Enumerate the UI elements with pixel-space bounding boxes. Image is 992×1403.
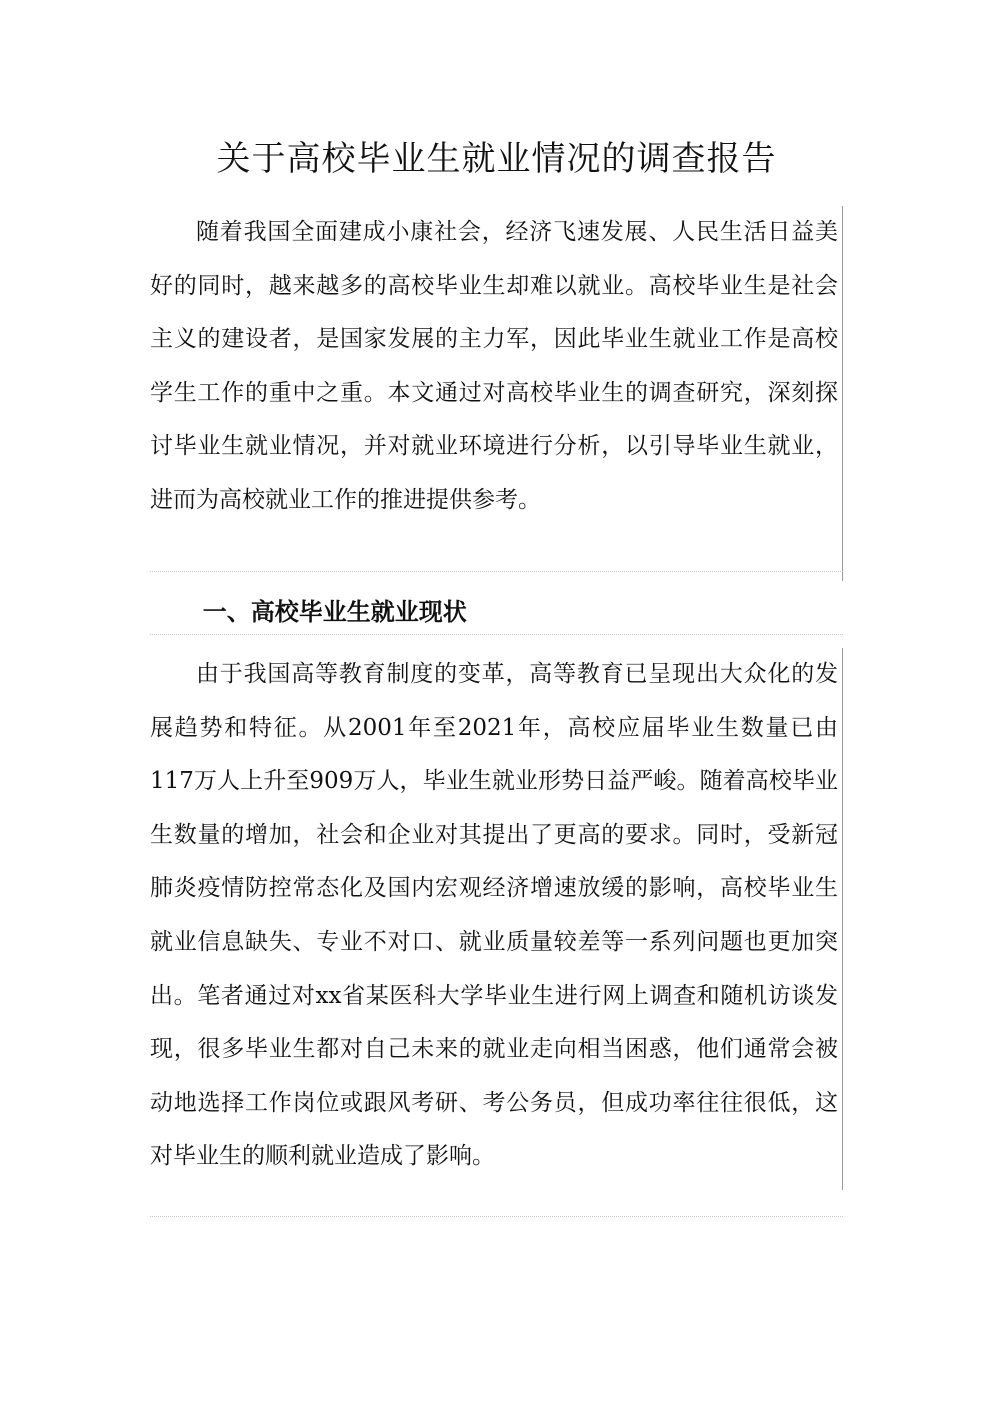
paragraph-divider bbox=[150, 634, 843, 635]
section-paragraph: 由于我国高等教育制度的变革，高等教育已呈现出大众化的发展趋势和特征。从2001年至2021年，高校应届毕业生数量已由117万人上升至909万人，毕业生就业形势日益严峻。随着高校毕业生数量的增加，社会和企业对其提出了更高的要求。同时，受新冠肺炎疫情防控常态化及国内宏观经济增速放缓的影响，高校毕业生就业信息缺失、专业不对口、就业质量较差等一系列问题也更加突出。笔者通过对xx省某医科大学毕业生进行网上调查和随机访谈发现，很多毕业生都对自己未来的就业走向相当困惑，他们通常会被动地选择工作岗位或跟风考研、考公务员，但成功率往往很低，这对毕业生的顺利就业造成了影响。 bbox=[150, 648, 843, 1190]
section-heading: 一、高校毕业生就业现状 bbox=[202, 598, 467, 626]
document-title: 关于高校毕业生就业情况的调查报告 bbox=[216, 139, 777, 179]
paragraph-divider bbox=[150, 571, 843, 572]
intro-paragraph: 随着我国全面建成小康社会，经济飞速发展、人民生活日益美好的同时，越来越多的高校毕业生却难以就业。高校毕业生是社会主义的建设者，是国家发展的主力军，因此毕业生就业工作是高校学生工作的重中之重。本文通过对高校毕业生的调查研究，深刻探讨毕业生就业情况，并对就业环境进行分析，以引导毕业生就业，进而为高校就业工作的推进提供参考。 bbox=[150, 206, 843, 581]
paragraph-divider bbox=[150, 1216, 843, 1217]
